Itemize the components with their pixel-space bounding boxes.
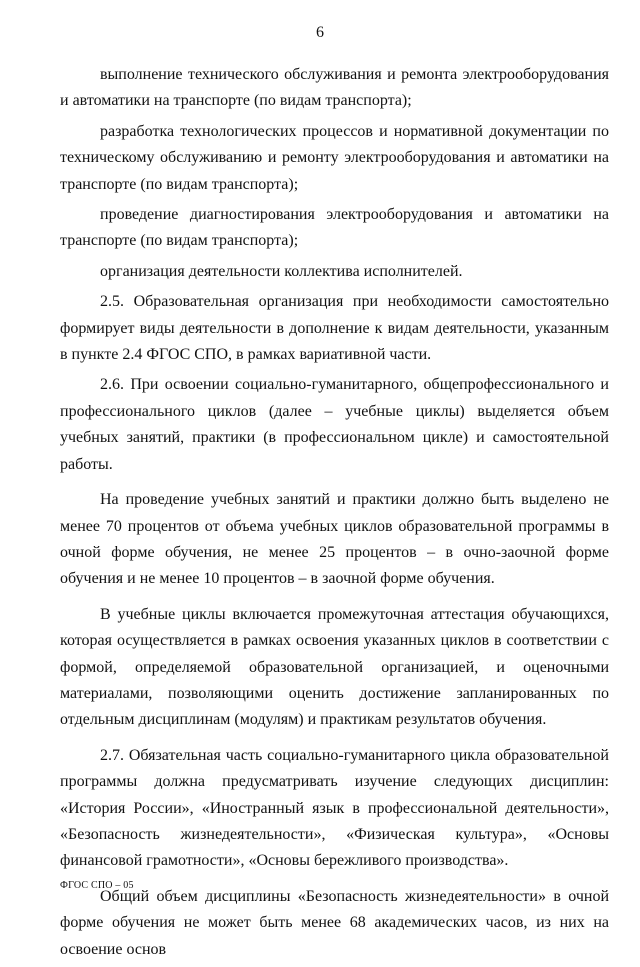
paragraph-life-safety-volume: Общий объем дисциплины «Безопасность жизнедеятельности» в очной форме обучения не может быть менее 68 академических часов, из них на освоение основ bbox=[60, 887, 609, 958]
paragraph-intermediate-assessment: В учебные циклы включается промежуточная аттестация обучающихся, которая осуществляется в рамках освоения указанных циклов в соответствии с формой, определяемой образовательной организацией, и оценочными материалами, позволяющими оценить достижение запланированных по отдельным дисциплинам (модулям) и практикам результатов обучения. bbox=[60, 605, 609, 729]
paragraph-2-6: 2.6. При освоении социально-гуманитарного, общепрофессионального и профессионального циклов (далее – учебные циклы) выделяется объем учебных занятий, практики (в профессиональном цикле) и самостоятельной работы. bbox=[60, 376, 609, 473]
footer-standard-code: ФГОС СПО – 05 bbox=[60, 880, 134, 891]
paragraph-activity-organization: организация деятельности коллектива исполнителей. bbox=[100, 262, 463, 280]
paragraph-2-5: 2.5. Образовательная организация при необходимости самостоятельно формирует виды деятельности в дополнение к видам деятельности, указанным в пункте 2.4 ФГОС СПО, в рамках вариативной части. bbox=[60, 293, 609, 364]
paragraph-2-7: 2.7. Обязательная часть социально-гуманитарного цикла образовательной программы должна предусматривать изучение следующих дисциплин: «История России», «Иностранный язык в профессиональной деятельности», «Безопасность жизнедеятельности», «Физическая культура», «Основы финансовой грамотности», «Основы бережливого производства». bbox=[60, 746, 609, 870]
paragraph-practice-volume: На проведение учебных занятий и практики должно быть выделено не менее 70 процентов от объема учебных циклов образовательной программы в очной форме обучения, не менее 25 процентов – в очно-заочной форме обучения и не менее 10 процентов – в заочной форме обучения. bbox=[60, 491, 609, 588]
document-body bbox=[60, 62, 609, 967]
paragraph-activity-technology: разработка технологических процессов и нормативной документации по техническому обслуживанию и ремонту электрооборудования и автоматики на транспорте (по видам транспорта); bbox=[60, 122, 609, 193]
page-number: 6 bbox=[316, 24, 324, 41]
paragraph-activity-maintenance: выполнение технического обслуживания и ремонта электрооборудования и автоматики на транспорте (по видам транспорта); bbox=[60, 66, 609, 110]
paragraph-activity-diagnostics: проведение диагностирования электрооборудования и автоматики на транспорте (по видам транспорта); bbox=[60, 206, 609, 250]
